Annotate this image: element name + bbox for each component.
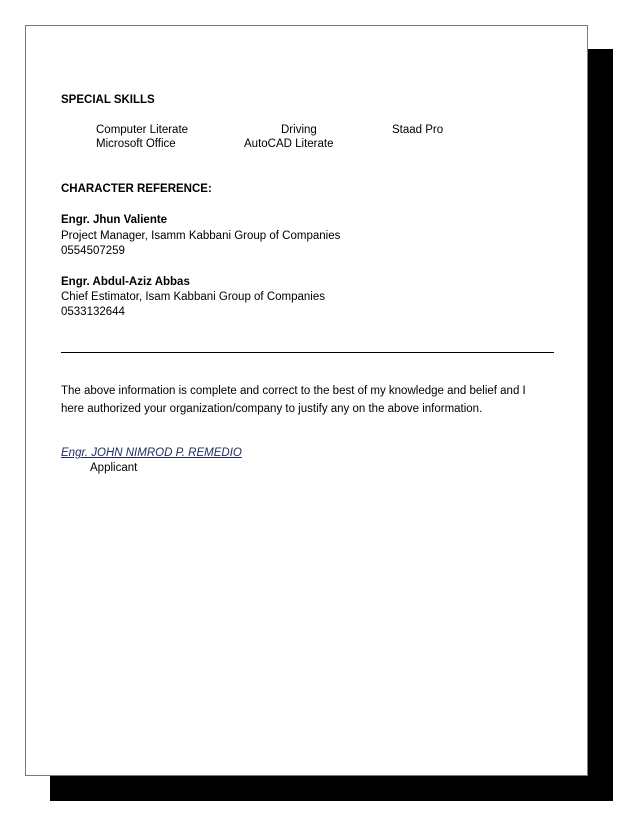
signature-role: Applicant (90, 462, 138, 474)
reference-position: Project Manager, Isamm Kabbani Group of Companies (61, 230, 341, 242)
character-reference-heading: CHARACTER REFERENCE: (61, 183, 212, 195)
declaration-line-2: here authorized your organization/company to justify any on the above information. (61, 403, 483, 415)
reference-name: Engr. Jhun Valiente (61, 214, 168, 226)
reference-name: Engr. Abdul-Aziz Abbas (61, 276, 190, 288)
reference-position: Chief Estimator, Isam Kabbani Group of Companies (61, 291, 325, 303)
horizontal-divider (61, 352, 554, 353)
special-skills-heading: SPECIAL SKILLS (61, 94, 155, 106)
skill-autocad-literate: AutoCAD Literate (244, 138, 334, 150)
reference-phone: 0554507259 (61, 245, 125, 257)
document-page (25, 25, 588, 776)
reference-phone: 0533132644 (61, 306, 125, 318)
skill-computer-literate: Computer Literate (96, 124, 189, 136)
declaration-line-1: The above information is complete and correct to the best of my knowledge and belief and I (61, 385, 526, 397)
skill-microsoft-office: Microsoft Office (96, 138, 176, 150)
signature-name: Engr. JOHN NIMROD P. REMEDIO (61, 447, 242, 459)
skill-driving: Driving (281, 124, 317, 136)
skill-staad-pro: Staad Pro (392, 124, 444, 136)
